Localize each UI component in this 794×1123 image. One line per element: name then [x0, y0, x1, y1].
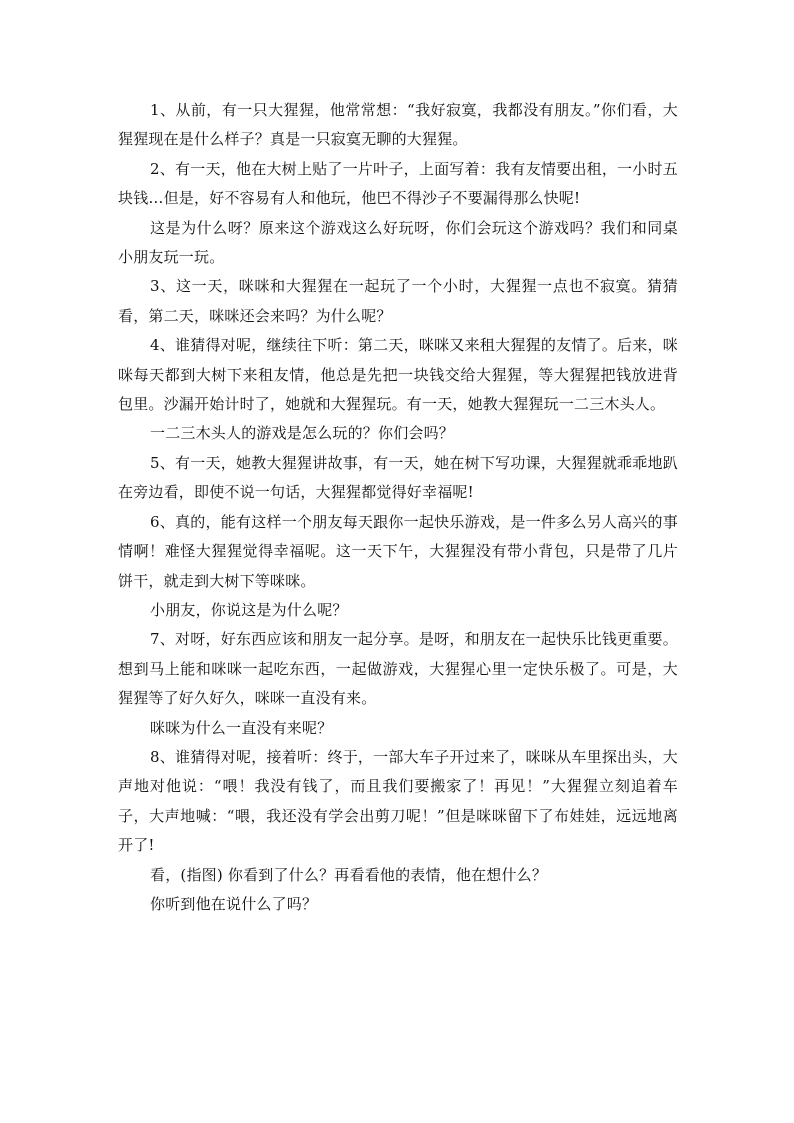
document-body	[118, 96, 678, 919]
paragraph-10: 7、对呀，好东西应该和朋友一起分享。是呀，和朋友在一起快乐比钱更重要。想到马上能和咪咪一起吃东西，一起做游戏，大猩猩心里一定快乐极了。可是，大猩猩等了好久好久，咪咪一直没有来。	[118, 630, 678, 708]
paragraph-8: 6、真的，能有这样一个朋友每天跟你一起快乐游戏，是一件多么另人高兴的事情啊！难怪大猩猩觉得幸福呢。这一天下午，大猩猩没有带小背包，只是带了几片饼干，就走到大树下等咪咪。	[118, 512, 678, 590]
paragraph-2: 2、有一天，他在大树上贴了一片叶子，上面写着：我有友情要出租，一小时五块钱…但是，好不容易有人和他玩，他巴不得沙子不要漏得那么快呢!	[118, 159, 678, 208]
paragraph-9: 小朋友，你说这是为什么呢？	[150, 600, 348, 619]
paragraph-14: 你听到他在说什么了吗？	[150, 894, 318, 913]
paragraph-12: 8、谁猜得对呢，接着听：终于，一部大车子开过来了，咪咪从车里探出头，大声地对他说：“喂！我没有钱了，而且我们要搬家了！再见！”大猩猩立刻追着车子，大声地喊：“喂，我还没有学会出剪刀呢！”但是咪咪留下了布娃娃，远远地离开了!	[118, 747, 678, 855]
paragraph-4: 3、这一天，咪咪和大猩猩在一起玩了一个小时，大猩猩一点也不寂寞。猜猜看，第二天，咪咪还会来吗？为什么呢？	[118, 277, 678, 325]
paragraph-7: 5、有一天，她教大猩猩讲故事，有一天，她在树下写功课，大猩猩就乖乖地趴在旁边看，即使不说一句话，大猩猩都觉得好幸福呢!	[118, 453, 678, 502]
paragraph-3: 这是为什么呀？原来这个游戏这么好玩呀，你们会玩这个游戏吗？我们和同桌小朋友玩一玩。	[118, 218, 678, 267]
paragraph-11: 咪咪为什么一直没有来呢？	[150, 718, 333, 737]
paragraph-5: 4、谁猜得对呢，继续往下听：第二天，咪咪又来租大猩猩的友情了。后来，咪咪每天都到大树下来租友情，他总是先把一块钱交给大猩猩，等大猩猩把钱放进背包里。沙漏开始计时了，她就和大猩猩玩。有一天，她教大猩猩玩一二三木头人。	[118, 336, 678, 414]
paragraph-13: 看，(指图) 你看到了什么？再看看他的表情，他在想什么？	[150, 865, 548, 884]
paragraph-1: 1、从前，有一只大猩猩，他常常想：“我好寂寞，我都没有朋友。”你们看，大猩猩现在是什么样子？真是一只寂寞无聊的大猩猩。	[118, 101, 678, 149]
paragraph-6: 一二三木头人的游戏是怎么玩的？你们会吗？	[150, 424, 455, 443]
